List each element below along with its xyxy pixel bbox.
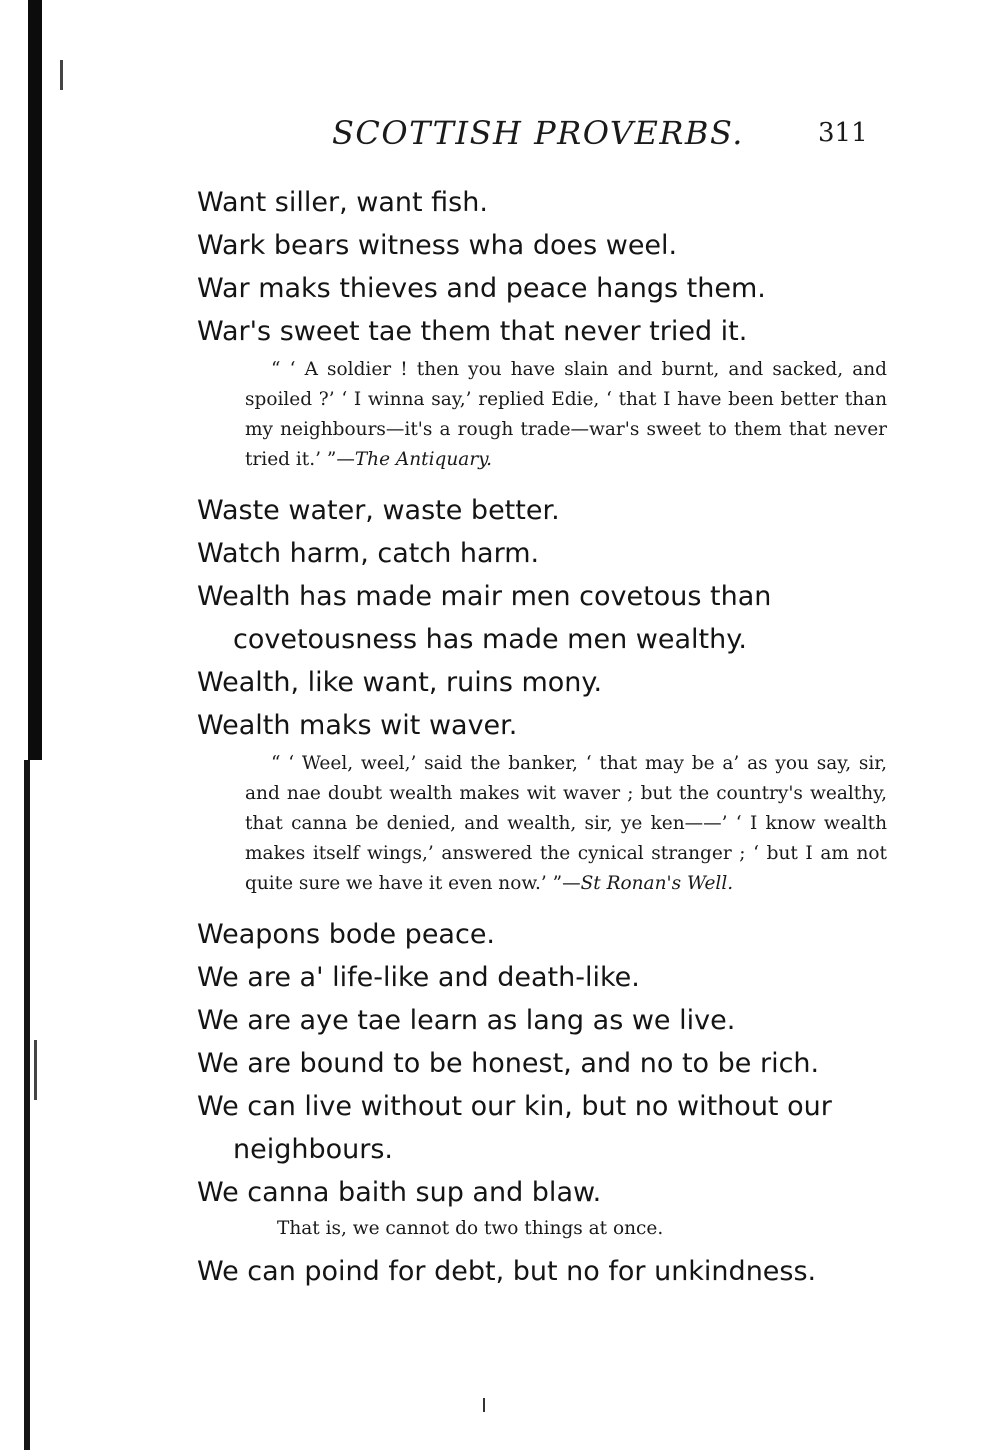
quotation-source: St Ronan's Well. [580, 873, 734, 894]
quotation-note [245, 355, 887, 475]
gloss-note: That is, we cannot do two things at once. [277, 1218, 664, 1239]
proverb: Weapons bode peace. [197, 919, 496, 950]
running-title: SCOTTISH PROVERBS. [332, 114, 744, 152]
quotation-text: “ ‘ A soldier ! then you have slain and burnt, and sacked, and spoiled ?’ ‘ I winna say,’ replied Edie, ‘ that I have been better than my neighbours—it's a rough trade—war's sweet to them that never tried it.’ ”— [245, 359, 887, 470]
printer-mark [483, 1398, 485, 1412]
proverb: We canna baith sup and blaw. [197, 1177, 602, 1208]
proverb: Want siller, want fish. [197, 187, 488, 218]
page-header [0, 114, 1000, 154]
proverb: War's sweet tae them that never tried it. [197, 316, 748, 347]
quotation-text: “ ‘ Weel, weel,’ said the banker, ‘ that may be a’ as you say, sir, and nae doubt wealth makes wit waver ; but the country's wealthy, that canna be denied, and wealth, sir, ye ken——’ ‘ I know wealth makes itself wings,’ answered the cynical stranger ; ‘ but I am not quite sure we have it even now.’ ”— [245, 753, 887, 894]
proverb: We are bound to be honest, and no to be rich. [197, 1048, 820, 1079]
scan-speck [60, 60, 63, 90]
proverb: Wealth maks wit waver. [197, 710, 518, 741]
proverb: We are aye tae learn as lang as we live. [197, 1005, 736, 1036]
proverb: Waste water, waste better. [197, 495, 560, 526]
proverb: We can poind for debt, but no for unkindness. [197, 1256, 817, 1287]
quotation-source: The Antiquary. [354, 449, 493, 470]
proverb-list [197, 181, 887, 1293]
scan-speck [34, 1040, 37, 1100]
proverb: War maks thieves and peace hangs them. [197, 273, 766, 304]
page-binding-edge [24, 760, 30, 1450]
proverb: We are a' life-like and death-like. [197, 962, 640, 993]
proverb: Wark bears witness wha does weel. [197, 230, 678, 261]
quotation-note [245, 749, 887, 899]
proverb: Watch harm, catch harm. [197, 538, 540, 569]
proverb: Wealth, like want, ruins mony. [197, 667, 603, 698]
proverb: Wealth has made mair men covetous than covetousness has made men wealthy. [197, 581, 772, 655]
page-number: 311 [818, 118, 868, 148]
proverb: We can live without our kin, but no without our neighbours. [197, 1091, 832, 1165]
